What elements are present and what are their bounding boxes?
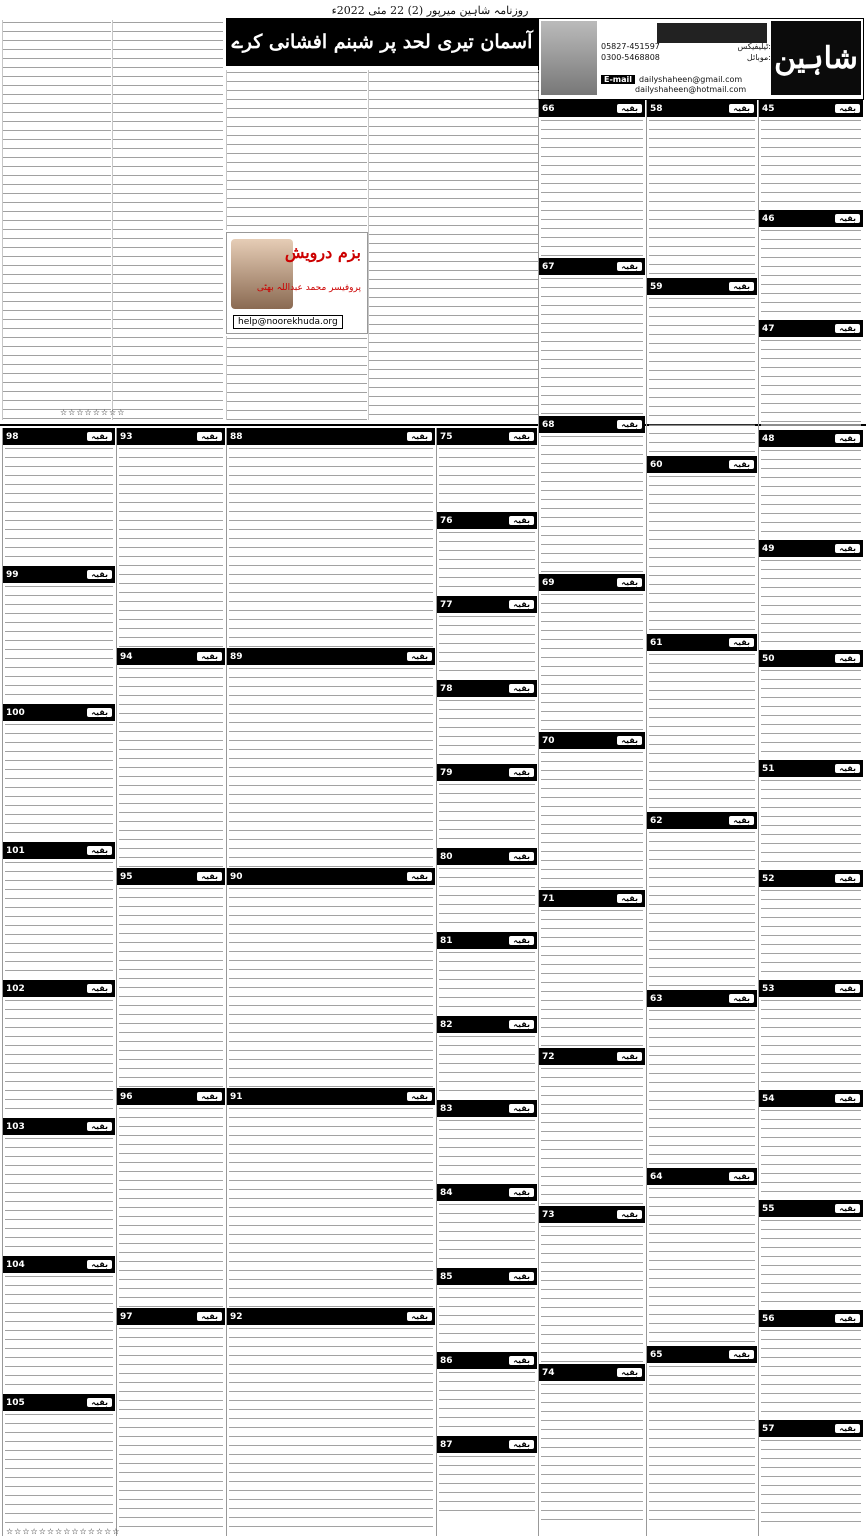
article-text xyxy=(439,782,535,847)
section-tag: بقیہ xyxy=(835,874,860,883)
continuation-number: 104 xyxy=(6,1259,25,1270)
section-tag: بقیہ xyxy=(197,1312,222,1321)
article-text xyxy=(541,750,643,889)
continuation-header xyxy=(3,980,115,997)
continuation-header xyxy=(437,1268,537,1285)
continuation-number: 48 xyxy=(762,433,775,444)
continuation-number: 49 xyxy=(762,543,775,554)
mobile-label: موبائل: xyxy=(746,53,771,62)
continuation-number: 103 xyxy=(6,1121,25,1132)
continuation-header xyxy=(117,868,225,885)
continuation-header xyxy=(539,258,645,275)
continuation-number: 79 xyxy=(440,767,453,778)
article-text xyxy=(649,1008,755,1167)
section-tag: بقیہ xyxy=(509,1356,534,1365)
section-tag: بقیہ xyxy=(835,654,860,663)
article-text xyxy=(439,1370,535,1435)
profile-name: پروفیسر محمد عبداللہ بھٹی xyxy=(256,283,361,293)
continuation-header xyxy=(437,764,537,781)
continuation-header xyxy=(647,990,757,1007)
continuation-number: 45 xyxy=(762,103,775,114)
continuation-number: 52 xyxy=(762,873,775,884)
section-tag: بقیہ xyxy=(197,652,222,661)
article-text xyxy=(5,1274,113,1393)
article-text xyxy=(761,1218,861,1309)
article-text xyxy=(541,1382,643,1521)
article-column xyxy=(112,20,223,420)
continuation-header xyxy=(3,842,115,859)
section-tag: بقیہ xyxy=(835,434,860,443)
continuation-number: 72 xyxy=(542,1051,555,1062)
continuation-number: 59 xyxy=(650,281,663,292)
continuation-header xyxy=(759,760,863,777)
article-text xyxy=(649,296,755,455)
article-text xyxy=(761,1438,861,1529)
continuation-number: 77 xyxy=(440,599,453,610)
columnist-photo xyxy=(231,239,293,309)
continuation-header xyxy=(3,1394,115,1411)
section-tag: بقیہ xyxy=(509,432,534,441)
continuation-number: 102 xyxy=(6,983,25,994)
continuation-number: 99 xyxy=(6,569,19,580)
section-tag: بقیہ xyxy=(729,816,754,825)
continuation-number: 100 xyxy=(6,707,25,718)
continuation-header xyxy=(437,1436,537,1453)
section-tag: بقیہ xyxy=(87,1260,112,1269)
ornament: ☆☆☆☆☆☆☆☆☆☆☆☆☆☆ xyxy=(6,1527,121,1536)
article-text xyxy=(649,474,755,633)
continuation-header xyxy=(759,430,863,447)
section-tag: بقیہ xyxy=(729,638,754,647)
article-text xyxy=(229,1326,433,1527)
continuation-number: 61 xyxy=(650,637,663,648)
article-text xyxy=(439,866,535,931)
section-tag: بقیہ xyxy=(197,872,222,881)
continuation-header xyxy=(437,932,537,949)
article-text xyxy=(229,446,433,647)
article-text xyxy=(229,1106,433,1307)
section-tag: بقیہ xyxy=(509,936,534,945)
article-text xyxy=(541,1224,643,1363)
article-text xyxy=(439,446,535,511)
continuation-header xyxy=(539,100,645,117)
section-tag: بقیہ xyxy=(407,652,432,661)
column-title: آسمان تیری لحد پر شبنم افشانی کرے xyxy=(226,18,538,66)
section-tag: بقیہ xyxy=(729,104,754,113)
continuation-number: 80 xyxy=(440,851,453,862)
continuation-number: 55 xyxy=(762,1203,775,1214)
mobile: 0300-5468808 xyxy=(601,53,660,62)
continuation-number: 92 xyxy=(230,1311,243,1322)
continuation-header xyxy=(3,1256,115,1273)
section-tag: بقیہ xyxy=(617,420,642,429)
section-tag: بقیہ xyxy=(617,1368,642,1377)
article-text xyxy=(439,1286,535,1351)
article-text xyxy=(229,886,433,1087)
continuation-header xyxy=(647,1346,757,1363)
continuation-header xyxy=(647,456,757,473)
article-text xyxy=(119,1326,223,1527)
article-text xyxy=(649,118,755,277)
article-text xyxy=(5,1136,113,1255)
continuation-header xyxy=(437,512,537,529)
article-text xyxy=(229,666,433,867)
section-tag: بقیہ xyxy=(509,768,534,777)
continuation-header xyxy=(539,732,645,749)
logo: شاہین xyxy=(771,21,861,95)
section-tag: بقیہ xyxy=(87,708,112,717)
continuation-header xyxy=(759,210,863,227)
article-column xyxy=(226,336,367,420)
continuation-number: 69 xyxy=(542,577,555,588)
section-tag: بقیہ xyxy=(835,214,860,223)
column-4 xyxy=(436,428,537,1536)
continuation-header xyxy=(117,1308,225,1325)
continuation-header xyxy=(759,1200,863,1217)
continuation-number: 94 xyxy=(120,651,133,662)
continuation-number: 53 xyxy=(762,983,775,994)
section-tag: بقیہ xyxy=(509,684,534,693)
continuation-number: 88 xyxy=(230,431,243,442)
continuation-number: 87 xyxy=(440,1439,453,1450)
continuation-header xyxy=(117,1088,225,1105)
article-text xyxy=(5,998,113,1117)
article-column xyxy=(2,20,111,420)
section-tag: بقیہ xyxy=(617,104,642,113)
section-tag: بقیہ xyxy=(509,1272,534,1281)
continuation-number: 78 xyxy=(440,683,453,694)
continuation-number: 57 xyxy=(762,1423,775,1434)
contacts xyxy=(601,41,771,63)
continuation-header xyxy=(437,1184,537,1201)
article-text xyxy=(541,276,643,415)
section-tag: بقیہ xyxy=(617,736,642,745)
continuation-header xyxy=(759,100,863,117)
continuation-number: 85 xyxy=(440,1271,453,1282)
article-text xyxy=(5,1412,113,1531)
continuation-header xyxy=(3,1118,115,1135)
article-text xyxy=(5,584,113,703)
continuation-header xyxy=(647,278,757,295)
continuation-header xyxy=(759,980,863,997)
article-text xyxy=(649,652,755,811)
article-text xyxy=(761,778,861,869)
article-text xyxy=(761,448,861,539)
section-tag: بقیہ xyxy=(835,104,860,113)
continuation-header xyxy=(227,648,435,665)
continuation-header xyxy=(539,1364,645,1381)
section-tag: بقیہ xyxy=(509,1104,534,1113)
continuation-header xyxy=(647,100,757,117)
article-text xyxy=(439,1454,535,1519)
section-tag: بقیہ xyxy=(197,432,222,441)
section-tag: بقیہ xyxy=(835,1314,860,1323)
section-tag: بقیہ xyxy=(729,460,754,469)
section-tag: بقیہ xyxy=(617,1210,642,1219)
banner-strip xyxy=(657,23,767,43)
article-text xyxy=(541,118,643,257)
continuation-header xyxy=(759,1420,863,1437)
continuation-header xyxy=(759,650,863,667)
continuation-number: 76 xyxy=(440,515,453,526)
article-text xyxy=(761,228,861,319)
article-text xyxy=(119,886,223,1087)
article-text xyxy=(439,950,535,1015)
continuation-number: 93 xyxy=(120,431,133,442)
continuation-number: 95 xyxy=(120,871,133,882)
continuation-number: 89 xyxy=(230,651,243,662)
article-text xyxy=(439,1118,535,1183)
masthead xyxy=(538,18,864,100)
phone-label: ٹیلیفیکس: xyxy=(737,42,771,51)
section-tag: بقیہ xyxy=(509,1188,534,1197)
column-7 xyxy=(2,428,115,1536)
continuation-header xyxy=(647,634,757,651)
continuation-number: 54 xyxy=(762,1093,775,1104)
continuation-number: 81 xyxy=(440,935,453,946)
section-tag: بقیہ xyxy=(407,1312,432,1321)
article-text xyxy=(119,1106,223,1307)
article-text xyxy=(761,558,861,649)
section-tag: بقیہ xyxy=(617,578,642,587)
continuation-number: 96 xyxy=(120,1091,133,1102)
continuation-header xyxy=(437,428,537,445)
article-text xyxy=(439,1034,535,1099)
continuation-header xyxy=(539,1206,645,1223)
email-1: dailyshaheen@gmail.com xyxy=(639,75,743,84)
continuation-header xyxy=(759,540,863,557)
article-text xyxy=(649,1364,755,1523)
section-tag: بقیہ xyxy=(509,1440,534,1449)
continuation-header xyxy=(437,1016,537,1033)
continuation-header xyxy=(759,1310,863,1327)
section-tag: بقیہ xyxy=(197,1092,222,1101)
profile-heading: بزم درویش xyxy=(284,243,361,262)
article-text xyxy=(5,722,113,841)
article-text xyxy=(761,338,861,429)
profile-email: help@noorekhuda.org xyxy=(233,315,343,329)
continuation-number: 46 xyxy=(762,213,775,224)
continuation-header xyxy=(437,1352,537,1369)
section-tag: بقیہ xyxy=(407,872,432,881)
article-text xyxy=(761,1328,861,1419)
continuation-number: 50 xyxy=(762,653,775,664)
section-tag: بقیہ xyxy=(729,994,754,1003)
section-tag: بقیہ xyxy=(87,570,112,579)
article-text xyxy=(761,668,861,759)
continuation-header xyxy=(437,1100,537,1117)
continuation-number: 66 xyxy=(542,103,555,114)
continuation-header xyxy=(437,596,537,613)
article-text xyxy=(5,446,113,565)
section-tag: بقیہ xyxy=(407,432,432,441)
article-text xyxy=(541,1066,643,1205)
section-tag: بقیہ xyxy=(509,852,534,861)
section-tag: بقیہ xyxy=(617,1052,642,1061)
section-tag: بقیہ xyxy=(835,1094,860,1103)
article-text xyxy=(439,614,535,679)
section-tag: بقیہ xyxy=(835,324,860,333)
article-text xyxy=(649,1186,755,1345)
column-5 xyxy=(226,428,435,1536)
continuation-header xyxy=(647,1168,757,1185)
continuation-number: 73 xyxy=(542,1209,555,1220)
continuation-number: 105 xyxy=(6,1397,25,1408)
article-text xyxy=(541,434,643,573)
continuation-header xyxy=(539,416,645,433)
article-text xyxy=(761,1108,861,1199)
section-tag: بقیہ xyxy=(617,894,642,903)
section-tag: بقیہ xyxy=(729,1172,754,1181)
continuation-number: 67 xyxy=(542,261,555,272)
article-text xyxy=(439,1202,535,1267)
ornament: ☆☆☆☆☆☆☆☆ xyxy=(60,408,126,417)
continuation-number: 51 xyxy=(762,763,775,774)
continuation-number: 83 xyxy=(440,1103,453,1114)
section-tag: بقیہ xyxy=(87,1122,112,1131)
continuation-number: 74 xyxy=(542,1367,555,1378)
column-6 xyxy=(116,428,225,1536)
article-text xyxy=(439,530,535,595)
monument-image xyxy=(541,21,597,95)
dateline: روزنامہ شاہین میرپور (2) 22 مئی 2022ء xyxy=(331,4,529,17)
article-text xyxy=(541,592,643,731)
article-text xyxy=(5,860,113,979)
continuation-number: 98 xyxy=(6,431,19,442)
section-tag: بقیہ xyxy=(509,1020,534,1029)
continuation-header xyxy=(539,1048,645,1065)
section-tag: بقیہ xyxy=(87,1398,112,1407)
continuation-number: 75 xyxy=(440,431,453,442)
email-block xyxy=(601,75,771,95)
column-2 xyxy=(646,100,757,1536)
section-tag: بقیہ xyxy=(617,262,642,271)
continuation-number: 62 xyxy=(650,815,663,826)
continuation-number: 47 xyxy=(762,323,775,334)
section-tag: بقیہ xyxy=(729,282,754,291)
continuation-number: 97 xyxy=(120,1311,133,1322)
article-text xyxy=(649,830,755,989)
section-tag: بقیہ xyxy=(835,764,860,773)
continuation-header xyxy=(759,1090,863,1107)
continuation-header xyxy=(647,812,757,829)
section-tag: بقیہ xyxy=(509,516,534,525)
continuation-number: 63 xyxy=(650,993,663,1004)
continuation-header xyxy=(539,574,645,591)
email-2: dailyshaheen@hotmail.com xyxy=(635,85,747,94)
continuation-header xyxy=(227,1088,435,1105)
continuation-header xyxy=(3,428,115,445)
section-tag: بقیہ xyxy=(509,600,534,609)
section-tag: بقیہ xyxy=(835,1204,860,1213)
continuation-header xyxy=(3,566,115,583)
continuation-header xyxy=(437,848,537,865)
continuation-number: 90 xyxy=(230,871,243,882)
continuation-header xyxy=(227,868,435,885)
section-tag: بقیہ xyxy=(835,984,860,993)
continuation-header xyxy=(437,680,537,697)
continuation-number: 84 xyxy=(440,1187,453,1198)
continuation-number: 71 xyxy=(542,893,555,904)
continuation-number: 56 xyxy=(762,1313,775,1324)
column-3 xyxy=(538,100,645,1536)
article-column xyxy=(226,70,367,230)
continuation-header xyxy=(539,890,645,907)
continuation-number: 60 xyxy=(650,459,663,470)
section-tag: بقیہ xyxy=(87,984,112,993)
email-label: E-mail xyxy=(601,75,635,84)
continuation-header xyxy=(759,320,863,337)
article-text xyxy=(761,118,861,209)
continuation-header xyxy=(227,428,435,445)
article-text xyxy=(761,888,861,979)
continuation-number: 82 xyxy=(440,1019,453,1030)
continuation-number: 68 xyxy=(542,419,555,430)
continuation-number: 64 xyxy=(650,1171,663,1182)
phone: 05827-451597 xyxy=(601,42,660,51)
section-tag: بقیہ xyxy=(729,1350,754,1359)
section-tag: بقیہ xyxy=(407,1092,432,1101)
continuation-number: 58 xyxy=(650,103,663,114)
continuation-number: 65 xyxy=(650,1349,663,1360)
continuation-header xyxy=(227,1308,435,1325)
article-text xyxy=(119,446,223,647)
article-text xyxy=(541,908,643,1047)
columnist-profile xyxy=(226,232,368,334)
continuation-header xyxy=(117,428,225,445)
continuation-number: 70 xyxy=(542,735,555,746)
article-text xyxy=(761,998,861,1089)
article-column xyxy=(368,70,539,420)
continuation-header xyxy=(3,704,115,721)
column-1 xyxy=(758,100,863,1536)
continuation-number: 86 xyxy=(440,1355,453,1366)
section-tag: بقیہ xyxy=(87,432,112,441)
continuation-header xyxy=(117,648,225,665)
section-tag: بقیہ xyxy=(87,846,112,855)
continuation-header xyxy=(759,870,863,887)
continuation-number: 91 xyxy=(230,1091,243,1102)
article-text xyxy=(119,666,223,867)
section-tag: بقیہ xyxy=(835,544,860,553)
continuation-number: 101 xyxy=(6,845,25,856)
section-tag: بقیہ xyxy=(835,1424,860,1433)
article-text xyxy=(439,698,535,763)
